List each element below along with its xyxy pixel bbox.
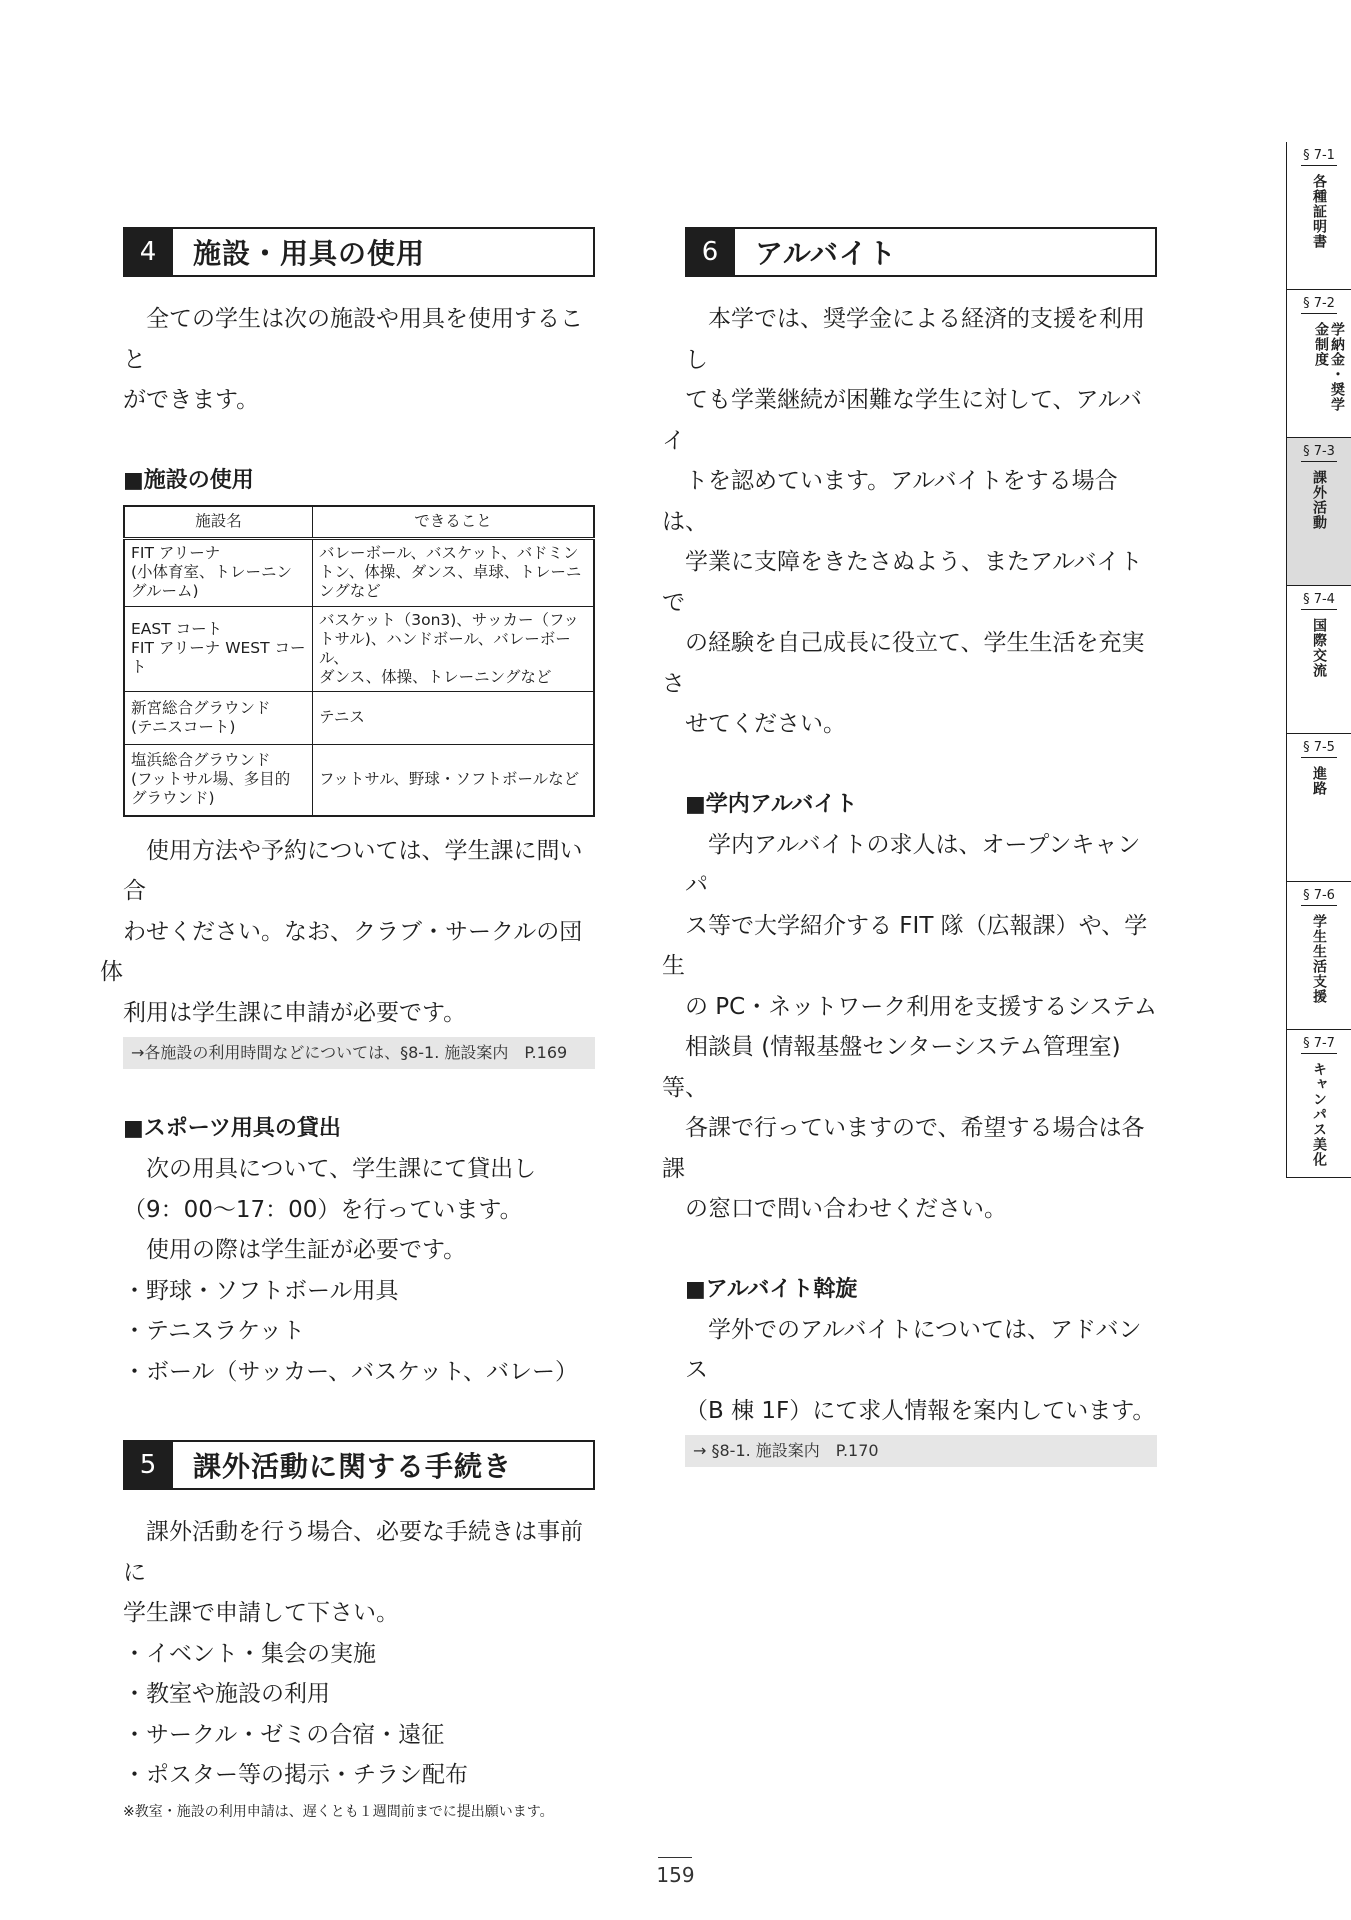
cell-text: ダンス、体操、トレーニングなど xyxy=(319,667,552,686)
list-item: ・教室や施設の利用 xyxy=(123,1681,330,1707)
cell-text: テニス xyxy=(319,708,365,726)
facility-name-cell xyxy=(124,606,313,691)
text-line: 課外活動を行う場合、必要な手続きは事前に xyxy=(123,1519,583,1586)
section-number: 4 xyxy=(123,227,173,277)
cell-text: グラウンド) xyxy=(131,789,215,807)
tab-7-2[interactable] xyxy=(1287,290,1351,438)
tab-number: § 7-5 xyxy=(1287,734,1351,758)
text-line: 全ての学生は次の施設や用具を使用すること xyxy=(123,306,583,373)
list-item: ・イベント・集会の実施 xyxy=(123,1640,376,1667)
section-5-header xyxy=(123,1440,595,1490)
oncampus-job-heading: ■学内アルバイト xyxy=(685,791,858,817)
tab-7-7[interactable] xyxy=(1287,1030,1351,1178)
chapter-index-tabs xyxy=(1286,142,1351,1178)
text-line: の PC・ネットワーク利用を支援するシステム xyxy=(685,993,1157,1020)
text-line: ス等で大学紹介する FIT 隊（広報課）や、学生 xyxy=(662,912,1148,979)
text-line: 次の用具について、学生課にて貸出し xyxy=(146,1156,537,1182)
list-item: ・テニスラケット xyxy=(123,1318,305,1344)
cell-text: 新宮総合グラウンド xyxy=(131,698,271,717)
text-line: せてください。 xyxy=(685,711,846,737)
text-line: 学内アルバイトの求人は、オープンキャンパ xyxy=(685,831,1141,898)
tab-label: 国際交流 xyxy=(1311,618,1327,678)
tab-label: 進路 xyxy=(1311,766,1327,796)
facility-name-cell xyxy=(124,691,313,744)
tab-number: § 7-3 xyxy=(1287,438,1351,462)
tab-number: § 7-6 xyxy=(1287,882,1351,906)
text-line: ができます。 xyxy=(123,387,260,413)
tab-number: § 7-1 xyxy=(1287,142,1351,166)
section-title: 施設・用具の使用 xyxy=(193,237,426,270)
facility-hours-reference: →各施設の利用時間などについては、§8-1. 施設案内 P.169 xyxy=(123,1037,595,1069)
text-line: わせください。なお、クラブ・サークルの団体 xyxy=(100,918,583,985)
facilities-table xyxy=(123,505,595,817)
list-item: ・サークル・ゼミの合宿・遠征 xyxy=(123,1721,445,1748)
list-item: ・野球・ソフトボール用具 xyxy=(123,1277,399,1304)
text-line: ても学業継続が困難な学生に対して、アルバイ xyxy=(662,387,1143,454)
cell-text: グルーム) xyxy=(131,582,199,600)
section-number: 6 xyxy=(685,227,735,277)
right-column xyxy=(662,227,1157,1467)
page-number-rule xyxy=(658,1857,692,1858)
tab-7-6[interactable] xyxy=(1287,882,1351,1030)
table-header-row xyxy=(124,506,594,539)
table-row xyxy=(124,538,594,606)
cell-text: フットサル、野球・ソフトボールなど xyxy=(319,770,580,788)
list-item: ・ボール（サッカー、バスケット、バレー） xyxy=(123,1358,578,1385)
text-line: 学業に支障をきたさぬよう、またアルバイトで xyxy=(662,549,1143,616)
tab-number: § 7-2 xyxy=(1287,290,1351,314)
section-4-header xyxy=(123,227,595,277)
table-row xyxy=(124,606,594,691)
sports-equipment-heading: ■スポーツ用具の貸出 xyxy=(123,1116,341,1141)
tab-label: 課外活動 xyxy=(1311,470,1327,530)
text-line: 相談員 (情報基盤センターシステム管理室) 等、 xyxy=(662,1034,1121,1101)
cell-text: ングなど xyxy=(319,582,381,600)
tab-number: § 7-4 xyxy=(1287,586,1351,610)
tab-label: 各種証明書 xyxy=(1311,174,1327,249)
left-column xyxy=(100,227,595,1824)
text-line: 学生課で申請して下さい。 xyxy=(123,1600,399,1626)
table-row xyxy=(124,691,594,744)
tab-7-5[interactable] xyxy=(1287,734,1351,882)
tab-number: § 7-7 xyxy=(1287,1030,1351,1054)
tab-label: キャンパス美化 xyxy=(1311,1062,1327,1167)
tab-label: 学納金・奨学金制度 xyxy=(1313,322,1345,412)
job-mediation-heading: ■アルバイト斡旋 xyxy=(685,1276,858,1302)
section-6-header xyxy=(685,227,1157,277)
page-number: 159 xyxy=(656,1863,695,1887)
facility-use-cell xyxy=(313,744,595,816)
text-line: 利用は学生課に申請が必要です。 xyxy=(123,999,467,1026)
section-number: 5 xyxy=(123,1440,173,1490)
text-line: 本学では、奨学金による経済的支援を利用し xyxy=(685,306,1145,373)
tab-7-1[interactable] xyxy=(1287,142,1351,290)
section-5-intro xyxy=(123,1512,595,1634)
cell-text: トサル)、ハンドボール、バレーボール、 xyxy=(319,629,571,667)
table-row xyxy=(124,744,594,816)
text-line: トを認めています。アルバイトをする場合は、 xyxy=(662,468,1118,535)
mediation-paragraph xyxy=(685,1310,1157,1432)
section-title: アルバイト xyxy=(755,237,897,270)
cell-text: FIT アリーナ xyxy=(131,544,221,562)
text-line: 使用の際は学生証が必要です。 xyxy=(146,1237,467,1263)
facility-guide-reference: → §8-1. 施設案内 P.170 xyxy=(685,1435,1157,1467)
text-line: （9：00〜17：00）を行っています。 xyxy=(123,1196,523,1223)
text-line: 各課で行っていますので、希望する場合は各課 xyxy=(662,1115,1145,1182)
text-line: （B 棟 1F）にて求人情報を案内しています。 xyxy=(685,1397,1156,1424)
cell-text: EAST コート xyxy=(131,620,223,638)
facility-name-cell xyxy=(124,538,313,606)
cell-text: バスケット（3on3)、サッカー（フッ xyxy=(319,610,579,629)
text-line: 使用方法や予約については、学生課に問い合 xyxy=(123,837,583,904)
cell-text: (フットサル場、多目的 xyxy=(131,770,291,788)
cell-text: 塩浜総合グラウンド xyxy=(131,751,271,769)
facility-use-cell xyxy=(313,606,595,691)
text-line: 学外でのアルバイトについては、アドバンス xyxy=(685,1316,1142,1383)
tab-7-3[interactable] xyxy=(1287,438,1351,586)
footnote: ※教室・施設の利用申請は、遅くとも１週間前までに提出願います。 xyxy=(123,1803,554,1820)
cell-text: (小体育室、トレーニン xyxy=(131,563,293,581)
tab-7-4[interactable] xyxy=(1287,586,1351,734)
facility-use-cell xyxy=(313,538,595,606)
facility-use-cell xyxy=(313,691,595,744)
cell-text: (テニスコート) xyxy=(131,717,236,736)
section-title: 課外活動に関する手続き xyxy=(193,1450,513,1483)
section-4-intro xyxy=(123,299,595,421)
text-line: の窓口で問い合わせください。 xyxy=(685,1196,1007,1222)
table-header-facility: 施設名 xyxy=(124,506,313,539)
oncampus-paragraph xyxy=(662,825,1157,1230)
list-item: ・ポスター等の掲示・チラシ配布 xyxy=(123,1762,468,1788)
text-line: の経験を自己成長に役立て、学生生活を充実さ xyxy=(662,630,1145,697)
cell-text: FIT アリーナ WEST コート xyxy=(131,639,306,676)
cell-text: バレーボール、バスケット、バドミン xyxy=(319,544,579,562)
facility-name-cell xyxy=(124,744,313,816)
section-6-intro xyxy=(662,299,1157,745)
table-header-use: できること xyxy=(313,506,595,539)
sports-paragraph xyxy=(123,1149,595,1271)
cell-text: トン、体操、ダンス、卓球、トレーニ xyxy=(319,563,582,581)
usage-paragraph xyxy=(100,831,595,1034)
tab-label: 学生生活支援 xyxy=(1311,914,1327,1004)
facilities-heading: ■施設の使用 xyxy=(123,467,254,493)
